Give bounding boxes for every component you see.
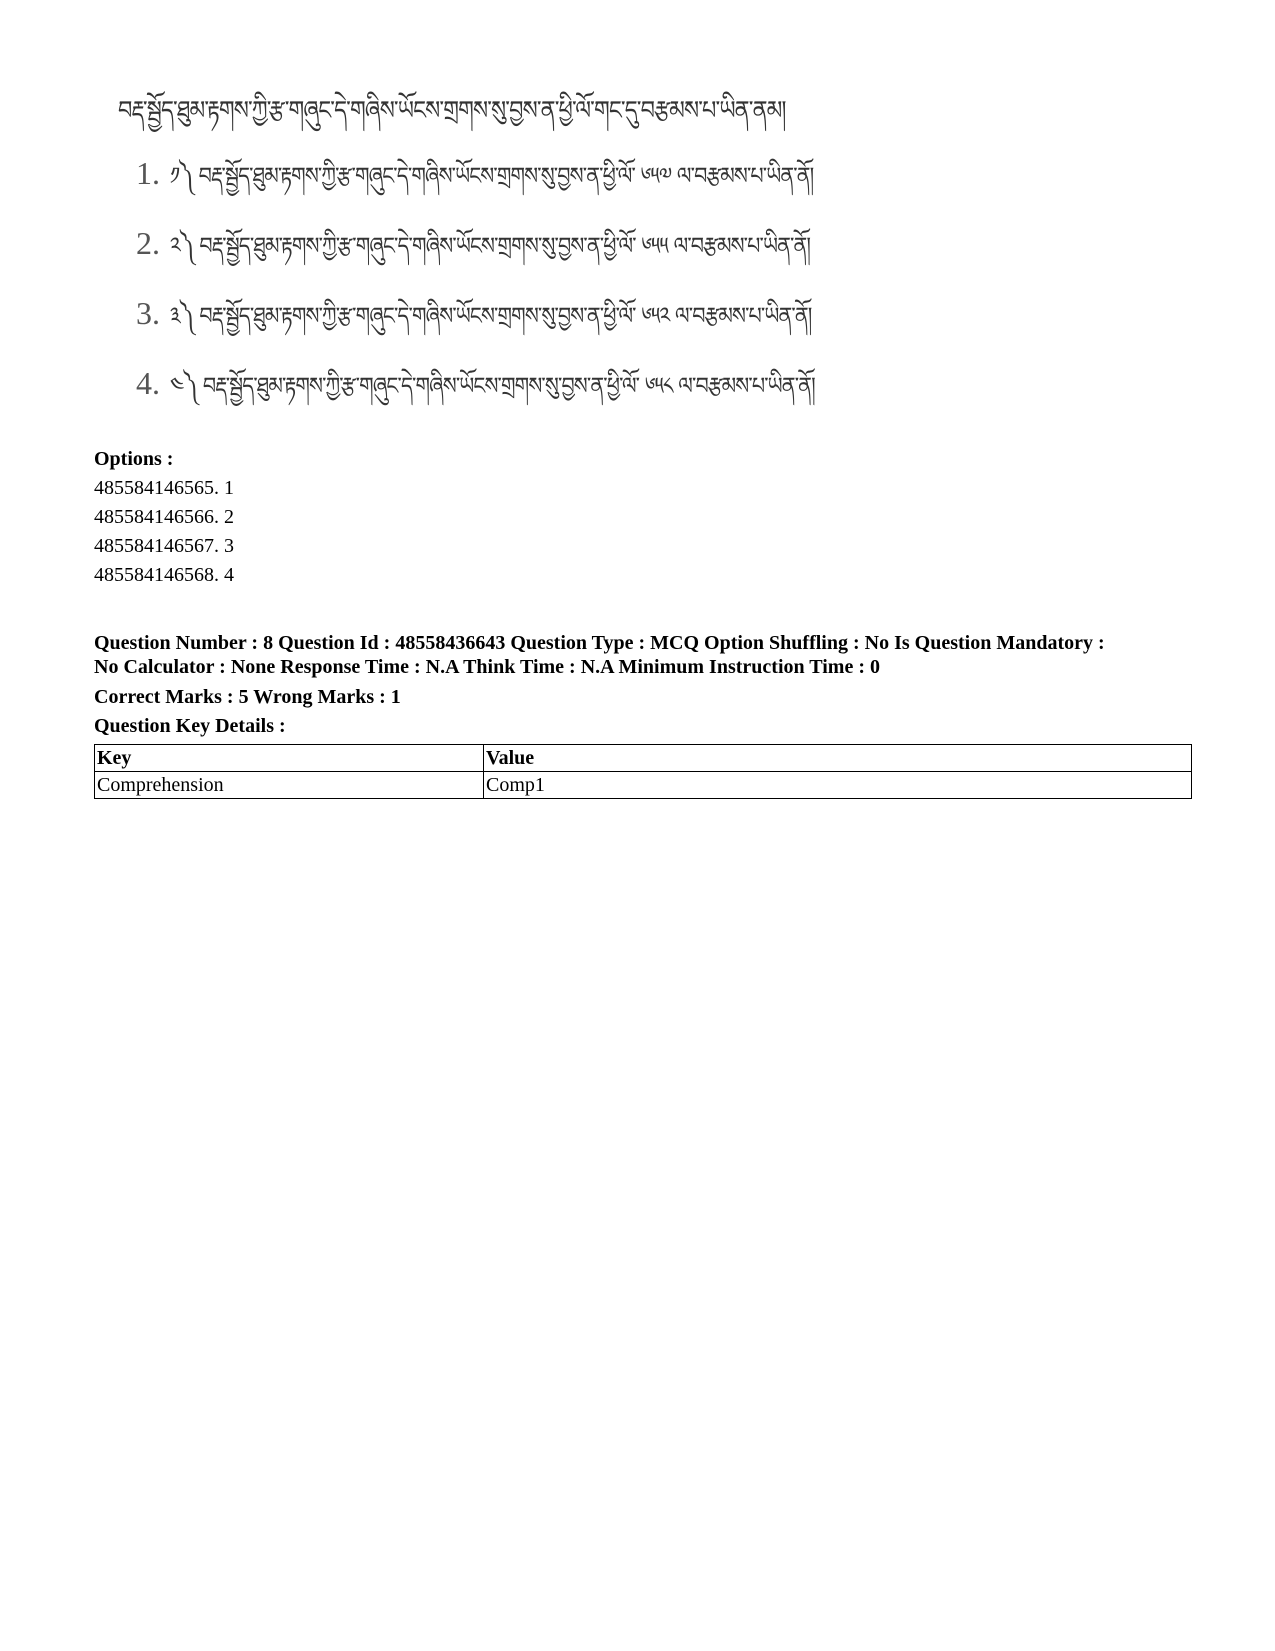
table-header-row (95, 745, 1192, 772)
question-option-4 (136, 360, 920, 427)
question-meta-line-2: No Calculator : None Response Time : N.A Think Time : N.A Minimum Instruction Time : 0 (94, 656, 880, 678)
options-label: Options : (94, 448, 174, 470)
option-id-4: 485584146568. 4 (94, 564, 234, 586)
key-details-label: Question Key Details : (94, 715, 286, 737)
question-option-1 (136, 150, 918, 217)
question-image (108, 74, 968, 426)
option-text: ༣༽ བརྡ་སྦྱོད་ཐུམ་རྟགས་ཀྱི་རྩ་གཞུང་དེ་གཞིས་ཡོངས་གྲགས་སུ་བྱས་ན་ཕྱི་ལོ་ ༦༥༢ ལ་བརྩམས་པ་ཡིན་ནོ། (170, 302, 812, 330)
table-cell-value: Comp1 (484, 772, 1192, 799)
question-meta (94, 631, 1204, 679)
option-number: 1. (136, 155, 160, 191)
marks-text: Correct Marks : 5 Wrong Marks : 1 (94, 686, 401, 708)
question-header-text: བརྡ་སྦྱོད་ཐུམ་རྟགས་ཀྱི་རྩ་གཞུང་དེ་གཞིས་ཡོངས་གྲགས་སུ་བྱས་ན་ཕྱི་ལོ་གང་དུ་བརྩམས་པ་ཡིན་ནམ། (118, 96, 786, 126)
table-row (95, 772, 1192, 799)
table-cell-key: Comprehension (95, 772, 484, 799)
key-details-table (94, 744, 1192, 799)
option-text: ༢༽ བརྡ་སྦྱོད་ཐུམ་རྟགས་ཀྱི་རྩ་གཞུང་དེ་གཞིས་ཡོངས་གྲགས་སུ་བྱས་ན་ཕྱི་ལོ་ ༦༥༥ ལ་བརྩམས་པ་ཡིན་ནོ། (170, 232, 811, 260)
option-id-1: 485584146565. 1 (94, 477, 234, 499)
option-id-2: 485584146566. 2 (94, 506, 234, 528)
option-number: 3. (136, 295, 160, 331)
question-option-3 (136, 290, 916, 357)
option-number: 4. (136, 365, 160, 401)
question-meta-line-1: Question Number : 8 Question Id : 48558436643 Question Type : MCQ Option Shuffling : No Is Question Mandatory : (94, 632, 1105, 654)
option-text: ༤༽ བརྡ་སྦྱོད་ཐུམ་རྟགས་ཀྱི་རྩ་གཞུང་དེ་གཞིས་ཡོངས་གྲགས་སུ་བྱས་ན་ཕྱི་ལོ་ ༦༥༨ ལ་བརྩམས་པ་ཡིན་ནོ། (170, 372, 815, 400)
option-number: 2. (136, 225, 160, 261)
option-id-3: 485584146567. 3 (94, 535, 234, 557)
table-header-key: Key (95, 745, 484, 772)
table-header-value: Value (484, 745, 1192, 772)
question-option-2 (136, 220, 914, 287)
option-text: ༡༽ བརྡ་སྦྱོད་ཐུམ་རྟགས་ཀྱི་རྩ་གཞུང་དེ་གཞིས་ཡོངས་གྲགས་སུ་བྱས་ན་ཕྱི་ལོ་ ༦༥༧ ལ་བརྩམས་པ་ཡིན་ནོ། (170, 162, 814, 190)
